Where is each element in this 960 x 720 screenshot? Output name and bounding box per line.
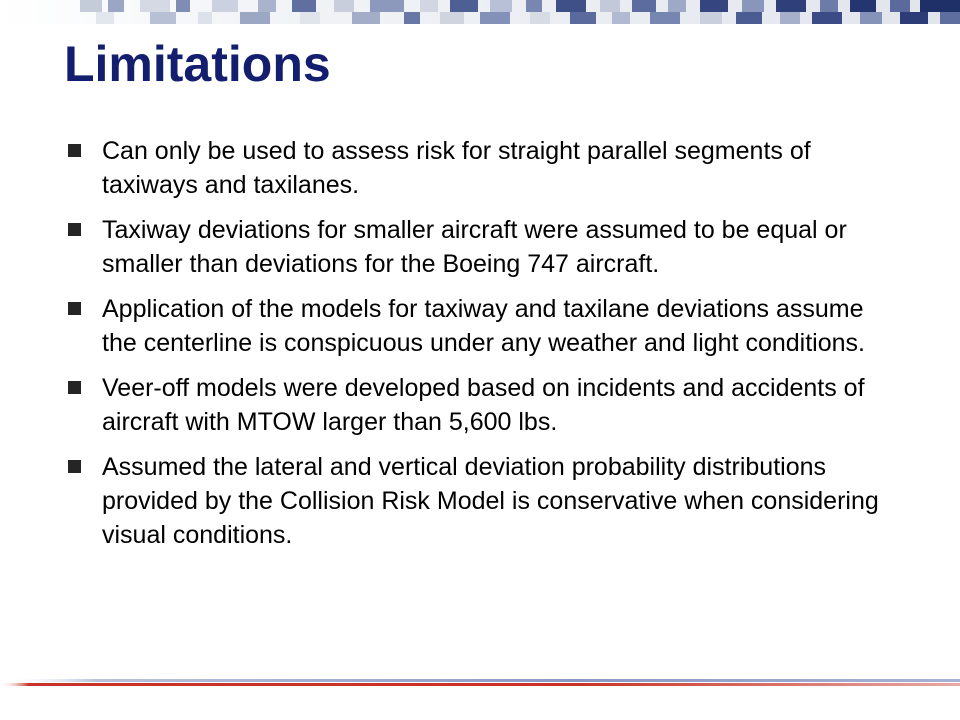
header-block	[404, 12, 420, 24]
header-block	[140, 0, 170, 12]
header-block	[108, 0, 124, 12]
header-block	[480, 12, 510, 24]
header-block	[150, 12, 176, 24]
header-block	[736, 12, 762, 24]
header-block	[600, 0, 620, 12]
bullet-item	[66, 213, 886, 281]
footer-gradient-line	[0, 677, 960, 689]
bullet-text: Veer-off models were developed based on incidents and accidents of aircraft with MTOW larger than 5,600 lbs.	[102, 374, 865, 436]
header-block	[240, 12, 270, 24]
header-block	[96, 12, 114, 24]
header-block	[370, 0, 404, 12]
bullet-list	[66, 134, 886, 563]
header-block	[440, 12, 464, 24]
header-block	[490, 0, 512, 12]
header-block	[812, 12, 842, 24]
header-block	[420, 0, 438, 12]
slide-title: Limitations	[64, 36, 331, 92]
header-block	[920, 0, 960, 12]
square-bullet-icon	[68, 302, 81, 315]
header-block	[860, 12, 882, 24]
header-block	[530, 12, 550, 24]
square-bullet-icon	[68, 460, 81, 473]
header-block	[334, 0, 354, 12]
header-block	[526, 0, 542, 12]
header-block	[650, 12, 680, 24]
footer-decoration	[0, 677, 960, 689]
header-block	[700, 0, 728, 12]
header-block	[700, 12, 722, 24]
header-block	[198, 12, 212, 24]
bullet-item	[66, 134, 886, 202]
square-bullet-icon	[68, 223, 81, 236]
header-block	[940, 12, 960, 24]
header-block	[820, 0, 838, 12]
header-block	[776, 0, 806, 12]
header-block	[780, 12, 800, 24]
header-block-pattern	[0, 0, 960, 24]
bullet-text: Application of the models for taxiway and taxilane deviations assume the centerline is conspicuous under any weather and light conditions.	[102, 295, 865, 357]
bullet-text: Taxiway deviations for smaller aircraft were assumed to be equal or smaller than deviations for the Boeing 747 aircraft.	[102, 216, 847, 278]
bullet-text: Can only be used to assess risk for straight parallel segments of taxiways and taxilanes.	[102, 137, 811, 199]
header-block	[890, 0, 910, 12]
square-bullet-icon	[68, 144, 81, 157]
bullet-item	[66, 371, 886, 439]
header-block	[300, 12, 320, 24]
header-block	[80, 0, 102, 12]
header-block	[556, 0, 586, 12]
header-block	[612, 12, 630, 24]
header-block	[176, 0, 190, 12]
header-block	[632, 0, 656, 12]
bullet-item	[66, 292, 886, 360]
header-block	[292, 0, 316, 12]
header-block	[742, 0, 764, 12]
square-bullet-icon	[68, 381, 81, 394]
bullet-item	[66, 450, 886, 552]
header-block	[450, 0, 478, 12]
header-block	[850, 0, 876, 12]
header-block	[900, 12, 928, 24]
header-block	[212, 0, 238, 12]
header-decoration	[0, 0, 960, 24]
bullet-text: Assumed the lateral and vertical deviation probability distributions provided by the Collision Risk Model is conservative when considering visual conditions.	[102, 453, 879, 549]
header-block	[668, 0, 686, 12]
header-block	[352, 12, 380, 24]
header-block	[258, 0, 276, 12]
header-block	[570, 12, 596, 24]
